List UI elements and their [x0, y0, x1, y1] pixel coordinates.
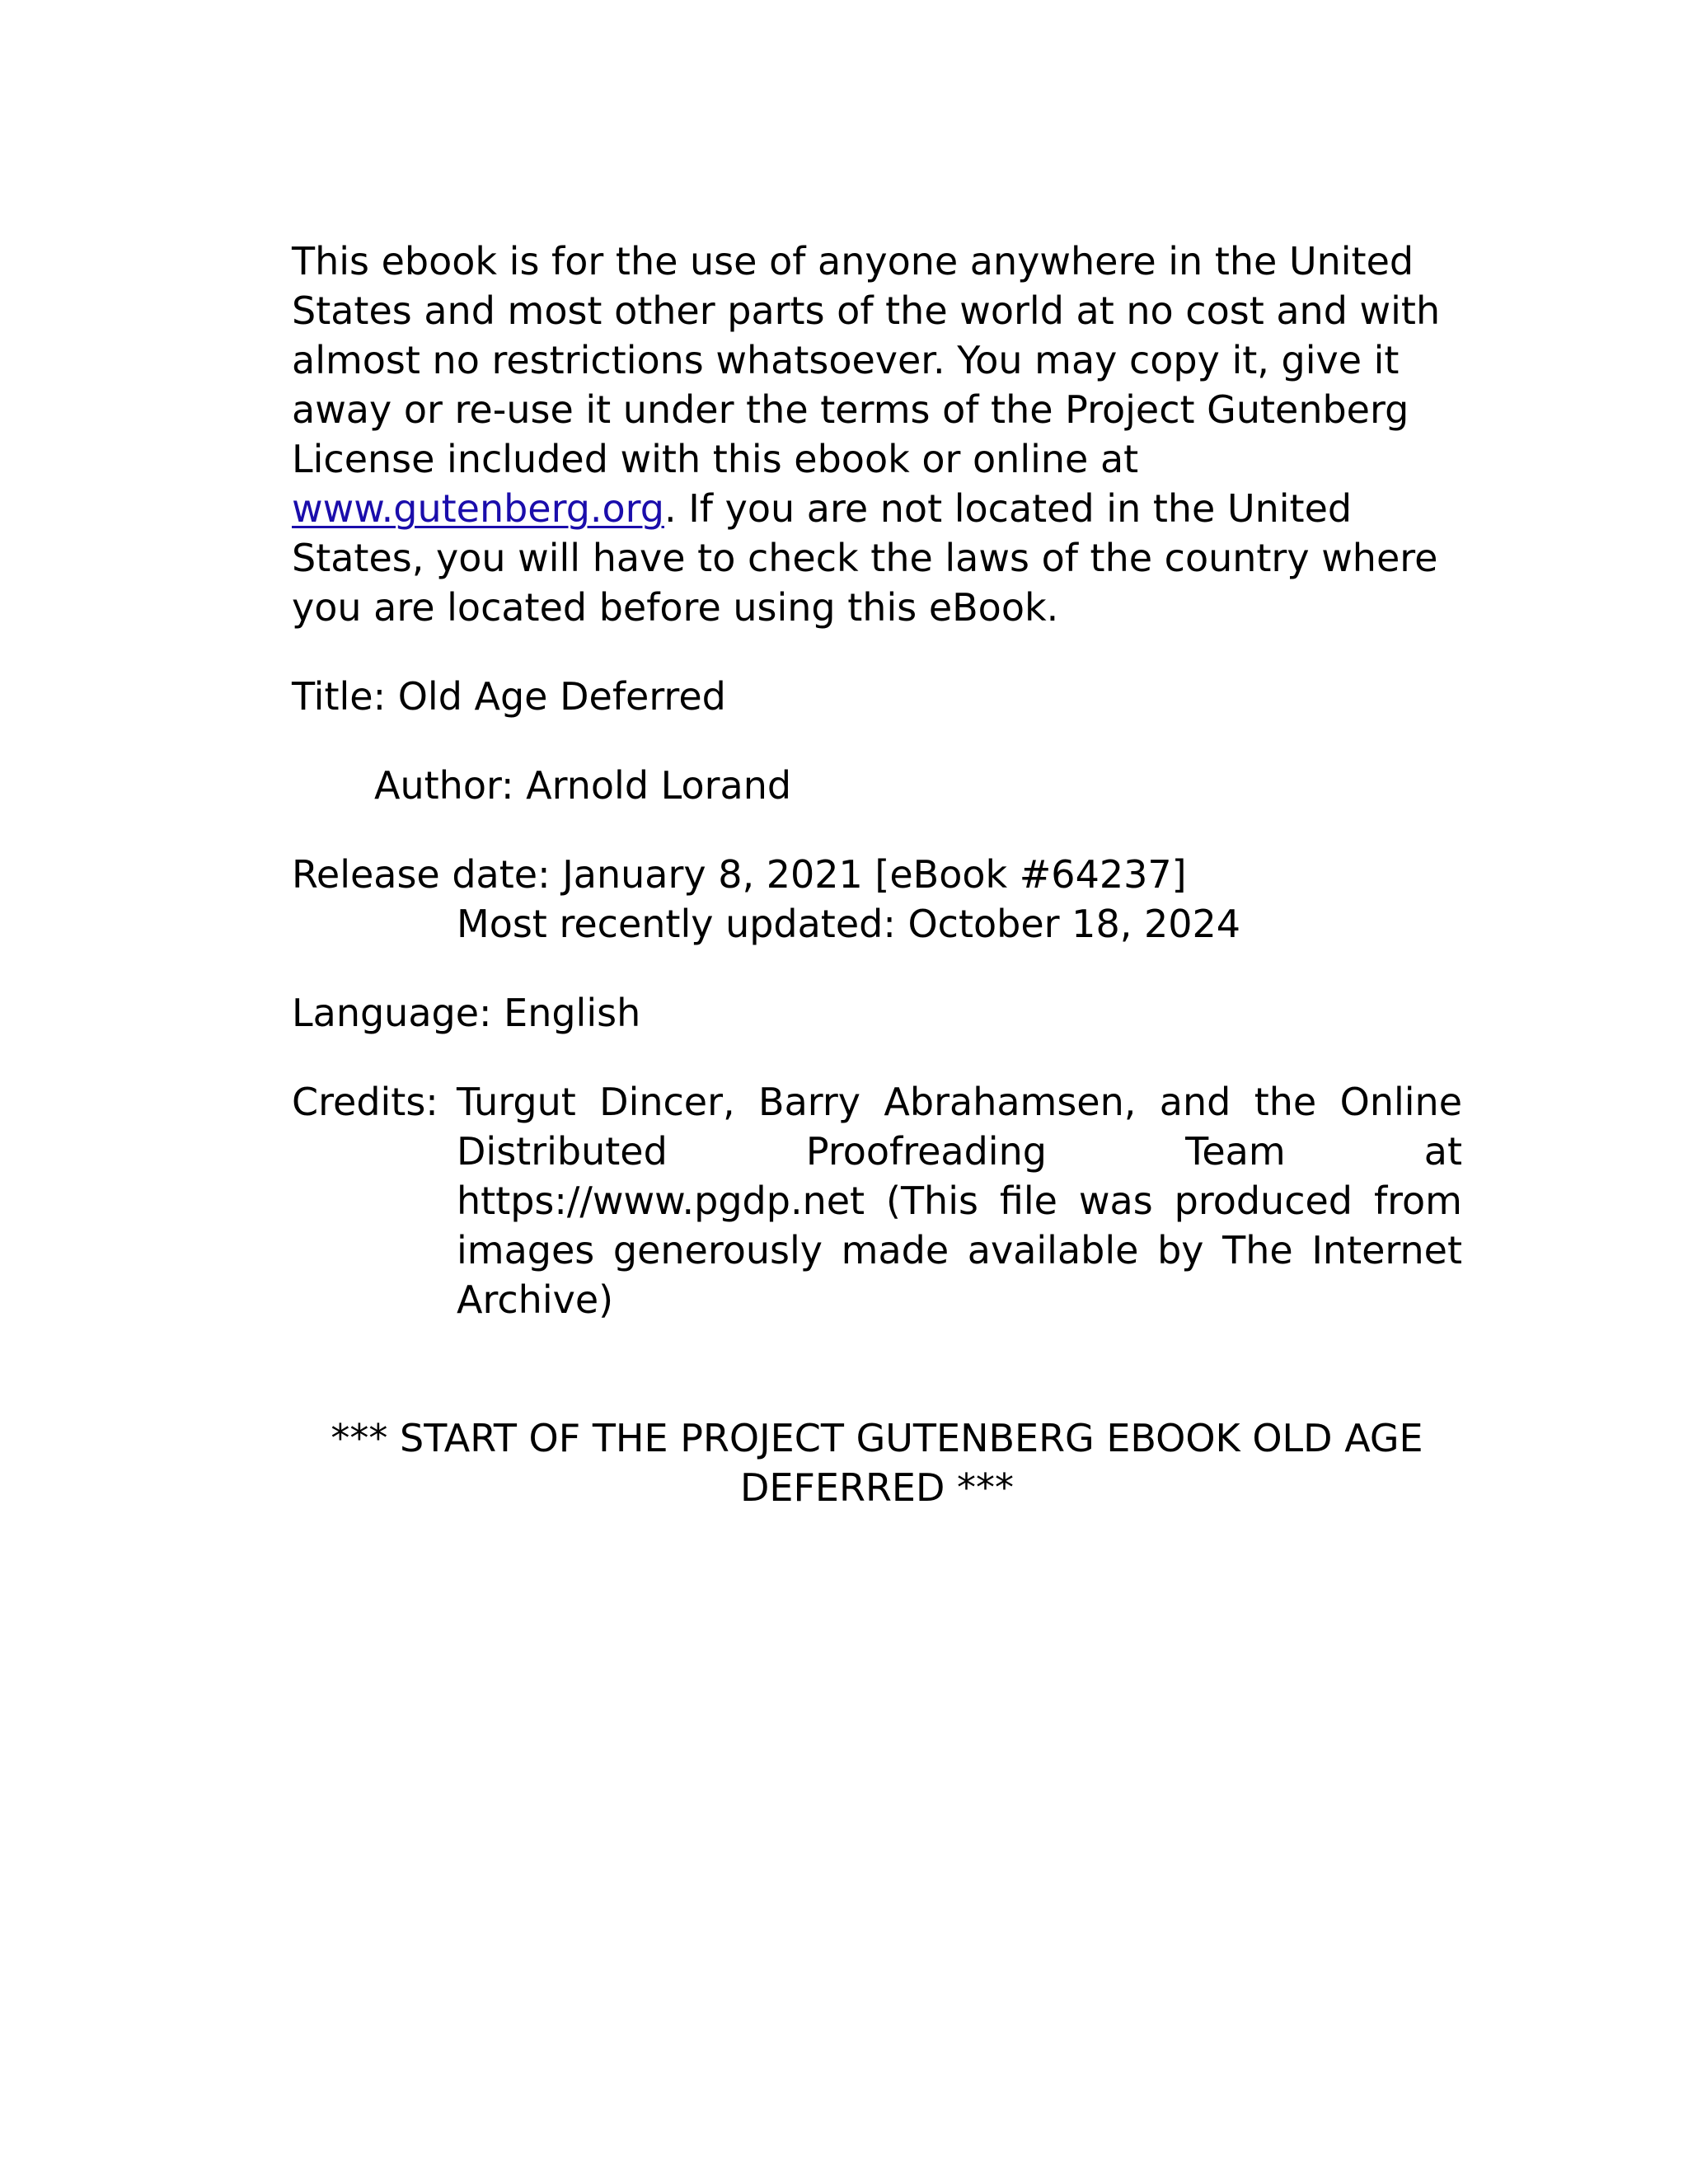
- ebook-author: Author: Arnold Lorand: [374, 763, 792, 808]
- gutenberg-link[interactable]: www.gutenberg.org: [292, 486, 664, 531]
- credits-label: Credits:: [292, 1080, 438, 1124]
- start-marker-line-1: *** START OF THE PROJECT GUTENBERG EBOOK OLD AGE: [331, 1416, 1423, 1460]
- ebook-language: Language: English: [292, 991, 641, 1035]
- release-date: Release date: January 8, 2021 [eBook #64237]: [292, 852, 1187, 897]
- ebook-title: Title: Old Age Deferred: [292, 674, 726, 719]
- license-text-after-link: . If you are not located in the United States, you will have to check the laws of the country where you are located before using this eBook.: [292, 486, 1438, 630]
- license-text-before-link: This ebook is for the use of anyone anywhere in the United States and most other parts of the world at no cost and with almost no restrictions whatsoever. You may copy it, give it away or re-use it under the terms of the Project Gutenberg License included with this ebook or online at: [292, 239, 1441, 481]
- document-content: [292, 237, 1462, 1512]
- start-of-ebook-marker: [292, 1413, 1462, 1512]
- start-marker-line-2: DEFERRED ***: [739, 1465, 1015, 1510]
- credits-value: Turgut Dincer, Barry Abrahamsen, and the Online Distributed Proofreading Team at https://www.pgdp.net (This file was produced from images generously made available by The Internet Archive): [457, 1080, 1462, 1322]
- updated-date: Most recently updated: October 18, 2024: [457, 902, 1241, 946]
- license-paragraph: [292, 237, 1462, 632]
- credits-block: [292, 1077, 1462, 1324]
